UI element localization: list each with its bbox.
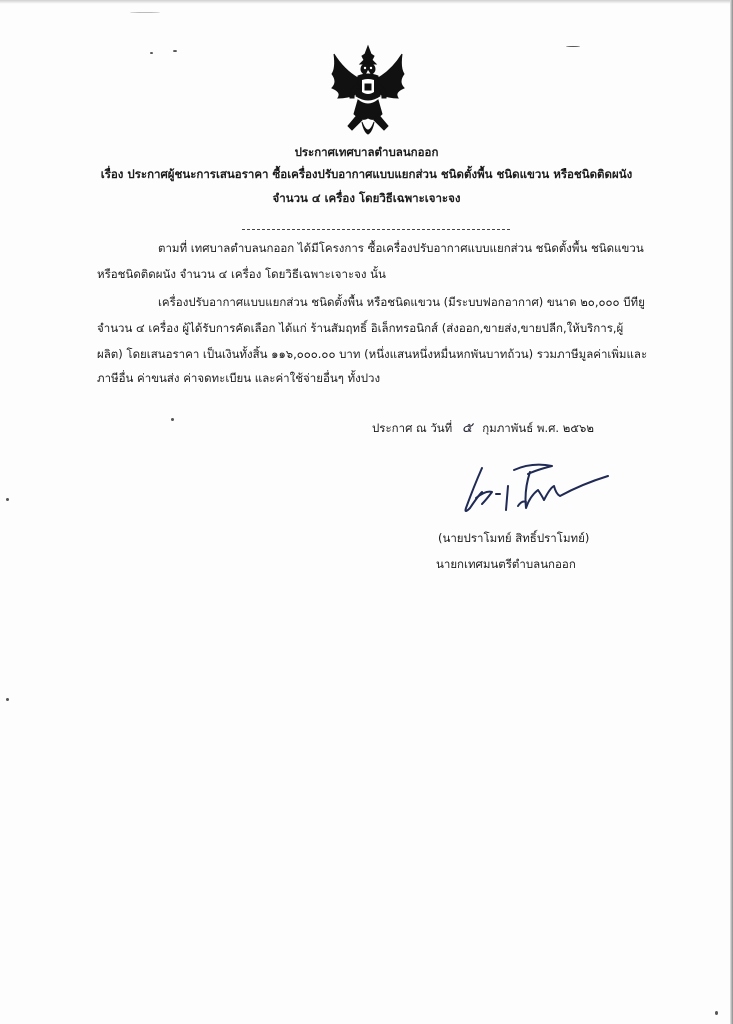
- signatory-position: นายกเทศมนตรีตำบลนกออก: [436, 557, 576, 571]
- signatory-name: (นายปราโมทย์ สิทธิ์ปราโมทย์): [438, 531, 590, 545]
- garuda-emblem-icon: [328, 44, 408, 140]
- scan-speck: [150, 52, 153, 54]
- subject-line-2: จำนวน ๔ เครื่อง โดยวิธีเฉพาะเจาะจง: [272, 191, 461, 205]
- announcement-date: [372, 420, 594, 436]
- paragraph-2-line-3: ผลิต) โดยเสนอราคา เป็นเงินทั้งสิ้น ๑๑๖,๐๐๐.๐๐ บาท (หนึ่งแสนหนึ่งหมื่นหกพันบาทถ้วน) รวมภาษีมูลค่าเพิ่มและ: [97, 347, 648, 361]
- agency-title: ประกาศเทศบาลตำบลนกออก: [294, 145, 439, 159]
- handwritten-signature-icon: [452, 456, 612, 526]
- scan-speck: [6, 698, 9, 701]
- scan-speck: [6, 498, 9, 501]
- scan-speck: [566, 46, 580, 47]
- date-prefix: ประกาศ ณ วันที่: [372, 421, 453, 435]
- date-day: ๕: [461, 420, 473, 436]
- paragraph-2-line-1: เครื่องปรับอากาศแบบแยกส่วน ชนิดตั้งพื้น หรือชนิดแขวน (มีระบบฟอกอากาศ) ขนาด ๒๐,๐๐๐ บีทียู: [158, 295, 645, 309]
- scan-speck: [715, 1011, 718, 1015]
- paragraph-2-line-2: จำนวน ๔ เครื่อง ผู้ได้รับการคัดเลือก ได้แก่ ร้านสัมฤทธิ์ อิเล็กทรอนิกส์ (ส่งออก,ขายส่ง,ขายปลีก,ให้บริการ,ผู้: [97, 321, 624, 335]
- scan-edge-top: [0, 0, 733, 4]
- scan-speck: [171, 418, 174, 421]
- scan-speck: [173, 50, 177, 52]
- scan-speck: [130, 12, 160, 13]
- subject-line-1: เรื่อง ประกาศผู้ชนะการเสนอราคา ซื้อเครื่องปรับอากาศแบบแยกส่วน ชนิดตั้งพื้น ชนิดแขวน หรือชนิดติดผนัง: [100, 167, 633, 181]
- paragraph-2-line-4: ภาษีอื่น ค่าขนส่ง ค่าจดทะเบียน และค่าใช้จ่ายอื่นๆ ทั้งปวง: [97, 371, 381, 385]
- paragraph-1-line-1: ตามที่ เทศบาลตำบลนกออก ได้มีโครงการ ซื้อเครื่องปรับอากาศแบบแยกส่วน ชนิดตั้งพื้น ชนิดแขวน: [158, 241, 644, 255]
- header-divider: [242, 229, 510, 230]
- date-month-year: กุมภาพันธ์ พ.ศ. ๒๕๖๒: [482, 421, 594, 435]
- paragraph-1-line-2: หรือชนิดติดผนัง จำนวน ๔ เครื่อง โดยวิธีเฉพาะเจาะจง นั้น: [97, 267, 386, 281]
